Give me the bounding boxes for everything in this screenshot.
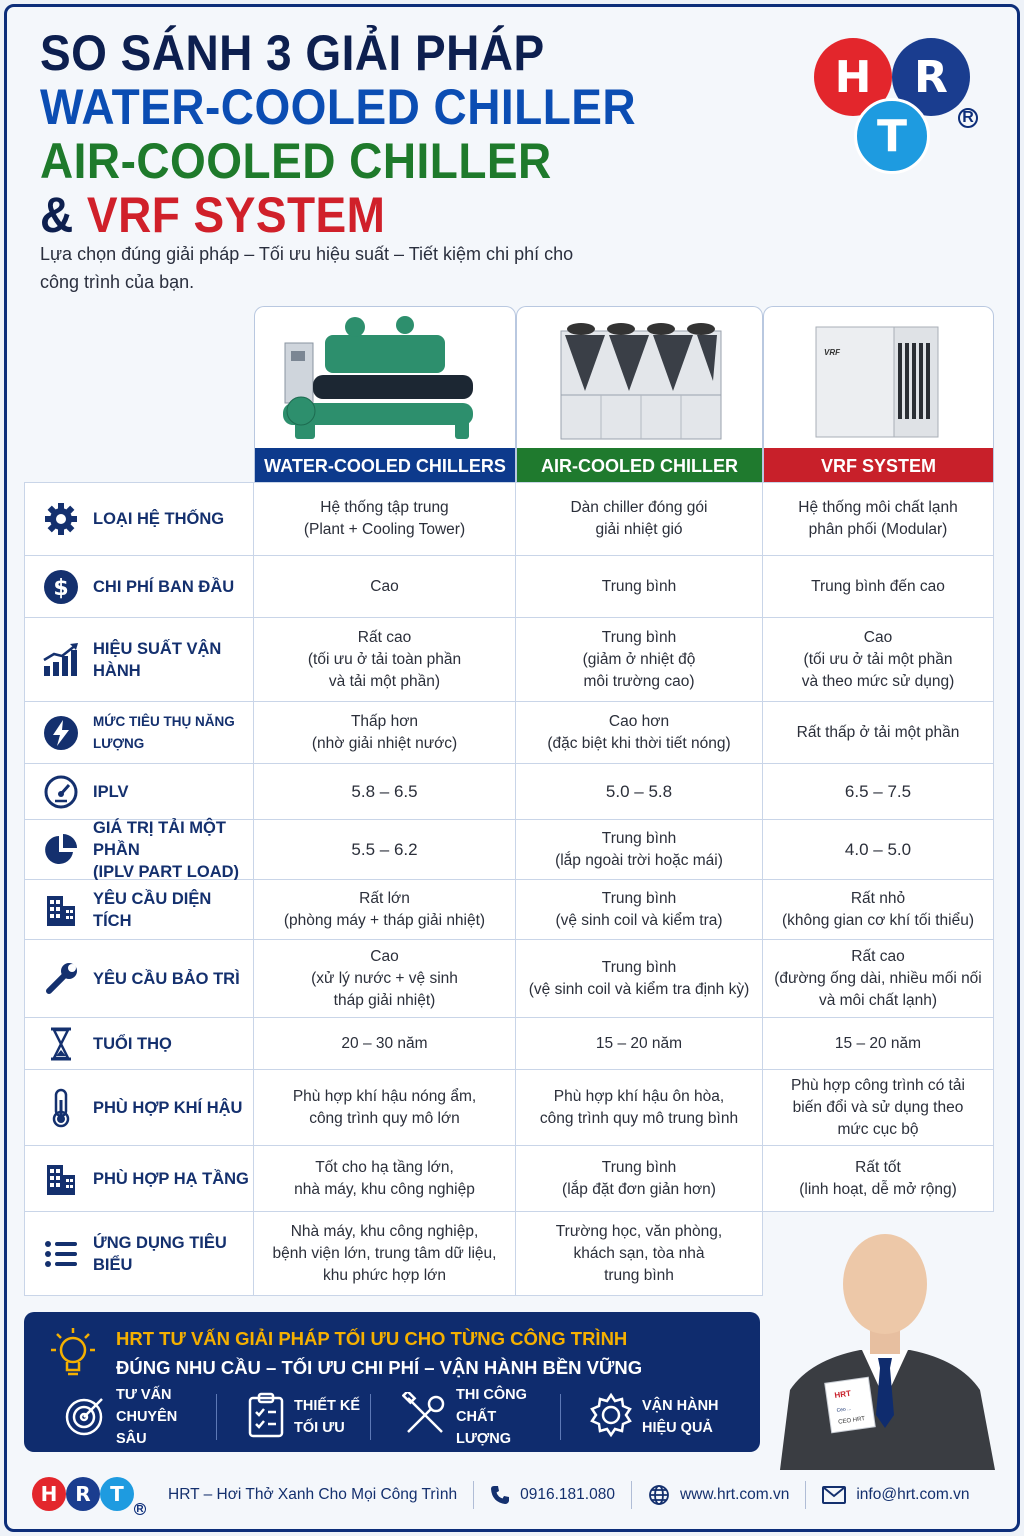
target-icon [64,1393,108,1442]
cell-air: Trường học, văn phòng, khách sạn, tòa nhà trung bình [516,1212,763,1296]
cell-water: Phù hợp khí hậu nóng ẩm, công trình quy mô lớn [254,1070,516,1145]
table-row [24,820,994,880]
vrf-unit-image [764,307,994,449]
cell-air: 5.0 – 5.8 [516,764,763,819]
ceo-photo [770,1200,1000,1470]
hourglass-icon [41,1024,81,1064]
cell-water: Tốt cho hạ tầng lớn, nhà máy, khu công nghiệp [254,1146,516,1211]
pie-chart-icon [41,830,81,870]
cell-vrf: 15 – 20 năm [763,1018,994,1069]
cell-vrf: 4.0 – 5.0 [763,820,994,879]
footer-email[interactable] [822,1486,969,1504]
hrt-logo [810,36,980,171]
table-row [24,482,994,556]
cell-vrf: Phù hợp công trình có tải biến đổi và sử dụng theo mức cục bộ [763,1070,994,1145]
cell-water: Nhà máy, khu công nghiệp, bệnh viện lớn, trung tâm dữ liệu, khu phức hợp lớn [254,1212,516,1296]
cell-water: Cao [254,556,516,617]
thermometer-icon [41,1088,81,1128]
cell-air: Phù hợp khí hậu ôn hòa, công trình quy mô trung bình [516,1070,763,1145]
cell-vrf: 6.5 – 7.5 [763,764,994,819]
cell-water: Thấp hơn (nhờ giải nhiệt nước) [254,702,516,763]
vrf-brand-text: VRF [824,348,840,357]
dollar-icon [41,567,81,607]
cell-water: Hệ thống tập trung (Plant + Cooling Tower) [254,483,516,555]
cell-water: Rất lớn (phòng máy + tháp giải nhiệt) [254,880,516,939]
column-vrf [763,306,994,484]
logo-r: R [66,1477,100,1511]
cell-water: 5.5 – 6.2 [254,820,516,879]
row-label-cell [24,764,254,819]
website-link: www.hrt.com.vn [679,1486,790,1503]
phone-icon [490,1485,510,1505]
building-icon [41,1159,81,1199]
title-line-1: SO SÁNH 3 GIẢI PHÁP [40,25,545,81]
ampersand: & [40,187,74,243]
logo-t: T [854,98,930,174]
clipboard-icon [246,1392,286,1443]
row-label-cell [24,702,254,763]
footer-logo [24,1473,144,1517]
row-label: YÊU CẦU BẢO TRÌ [93,969,240,988]
table-row [24,556,994,618]
table-row [24,880,994,940]
title-line-2: WATER-COOLED CHILLER [40,79,637,135]
building-icon [41,890,81,930]
feature-label: TƯ VẤN CHUYÊN SÂU [116,1387,178,1447]
cell-water: Rất cao (tối ưu ở tải toàn phần và tải một phần) [254,618,516,701]
bar-chart-icon [41,640,81,680]
feature-label: VẬN HÀNH HIỆU QUẢ [642,1398,719,1436]
column-label-vrf: VRF SYSTEM [764,448,993,484]
cell-water: 20 – 30 năm [254,1018,516,1069]
gear-icon [588,1392,634,1443]
registered-mark: R [134,1503,146,1515]
row-label: GIÁ TRỊ TẢI MỘT PHẦN (IPLV PART LOAD) [93,818,240,881]
consulting-banner [24,1312,760,1452]
row-label-cell [24,880,254,939]
footer-slogan: HRT – Hơi Thở Xanh Cho Mọi Công Trình [168,1486,458,1503]
row-label-cell [24,940,254,1017]
table-row [24,702,994,764]
logo-t: T [100,1477,134,1511]
column-water-cooled [254,306,516,484]
cell-air: Dàn chiller đóng gói giải nhiệt gió [516,483,763,555]
column-label-water: WATER-COOLED CHILLERS [255,448,515,484]
air-cooled-chiller-image [517,307,763,449]
feature-design [246,1392,384,1442]
row-label-cell [24,618,254,701]
row-label: LOẠI HỆ THỐNG [93,510,225,528]
banner-subtitle: ĐÚNG NHU CẦU – TỐI ƯU CHI PHÍ – VẬN HÀNH BỀN VỮNG [116,1357,643,1378]
lightbulb-icon [46,1326,100,1387]
phone-number: 0916.181.080 [520,1486,615,1503]
row-label: IPLV [93,782,129,801]
row-label-cell [24,820,254,879]
badge-name: Ceo ... [836,1405,852,1414]
lightning-icon [41,713,81,753]
table-row [24,1070,994,1146]
row-label: TUỔI THỌ [93,1034,172,1053]
column-label-air: AIR-COOLED CHILLER [517,448,762,484]
registered-mark: R [958,108,978,128]
cell-vrf: Trung bình đến cao [763,556,994,617]
water-cooled-chiller-image [255,307,516,449]
mail-icon [822,1486,846,1504]
row-label: CHI PHÍ BAN ĐẦU [93,577,235,596]
cell-water: Cao (xử lý nước + vệ sinh tháp giải nhiệt) [254,940,516,1017]
feature-operation [588,1392,732,1442]
feature-label: THI CÔNG CHẤT LƯỢNG [456,1387,527,1447]
row-label-cell [24,483,254,555]
divider [631,1481,632,1509]
row-label: MỨC TIÊU THỤ NĂNG LƯỢNG [93,713,235,751]
list-icon [41,1234,81,1274]
divider [805,1481,806,1509]
gear-icon [41,499,81,539]
cell-air: Cao hơn (đặc biệt khi thời tiết nóng) [516,702,763,763]
cell-air: Trung bình (vệ sinh coil và kiểm tra định kỳ) [516,940,763,1017]
logo-h: H [32,1477,66,1511]
tools-icon [402,1392,448,1443]
cell-air: Trung bình (giảm ở nhiệt độ môi trường cao) [516,618,763,701]
subtitle: Lựa chọn đúng giải pháp – Tối ưu hiệu suất – Tiết kiệm chi phí cho công trình của bạn. [40,244,574,292]
footer-phone[interactable] [490,1485,615,1505]
feature-construction [402,1387,546,1447]
divider [370,1394,371,1440]
wrench-icon [41,959,81,999]
cell-air: 15 – 20 năm [516,1018,763,1069]
row-label-cell [24,1018,254,1069]
badge-title: CEO HRT [837,1416,866,1426]
row-label: YÊU CẦU DIỆN TÍCH [93,889,212,930]
cell-air: Trung bình (lắp ngoài trời hoặc mái) [516,820,763,879]
divider [473,1481,474,1509]
cell-vrf: Hệ thống môi chất lạnh phân phối (Modular) [763,483,994,555]
logo-r: R [892,38,970,116]
title-line-3: AIR-COOLED CHILLER [40,133,552,189]
row-label-cell [24,556,254,617]
cell-air: Trung bình (lắp đặt đơn giản hơn) [516,1146,763,1211]
title-line-4 [40,186,385,244]
row-label-cell [24,1146,254,1211]
gauge-icon [41,772,81,812]
feature-consulting [64,1387,206,1447]
footer-website[interactable] [648,1484,789,1506]
row-label-cell [24,1070,254,1145]
table-row [24,764,994,820]
logo-h: H [814,38,892,116]
row-label: HIỆU SUẤT VẬN HÀNH [93,639,222,680]
divider [560,1394,561,1440]
table-row [24,618,994,702]
table-row [24,1018,994,1070]
cell-air: Trung bình [516,556,763,617]
row-label: ỨNG DỤNG TIÊU BIỂU [93,1233,227,1274]
cell-vrf: Rất nhỏ (không gian cơ khí tối thiểu) [763,880,994,939]
cell-water: 5.8 – 6.5 [254,764,516,819]
row-label: PHÙ HỢP HẠ TẦNG [93,1169,249,1188]
cell-vrf: Rất thấp ở tải một phần [763,702,994,763]
table-row [24,940,994,1018]
feature-label: THIẾT KẾ TỐI ƯU [294,1398,361,1436]
cell-vrf: Cao (tối ưu ở tải một phần và theo mức sử dụng) [763,618,994,701]
vrf-title: VRF SYSTEM [86,187,386,243]
footer [24,1470,994,1520]
cell-vrf: Rất tốt (linh hoạt, dễ mở rộng) [763,1146,994,1211]
cell-air: Trung bình (vệ sinh coil và kiểm tra) [516,880,763,939]
divider [216,1394,217,1440]
banner-title: HRT TƯ VẤN GIẢI PHÁP TỐI ƯU CHO TỪNG CÔNG TRÌNH [116,1328,628,1349]
cell-vrf: Rất cao (đường ống dài, nhiều mối nối và môi chất lạnh) [763,940,994,1017]
row-label-cell [24,1212,254,1296]
globe-icon [648,1484,670,1506]
badge-brand: HRT [833,1388,852,1401]
svg-text:$: $ [53,575,69,601]
column-air-cooled [516,306,763,484]
row-label: PHÙ HỢP KHÍ HẬU [93,1098,243,1117]
email-address: info@hrt.com.vn [856,1486,970,1503]
